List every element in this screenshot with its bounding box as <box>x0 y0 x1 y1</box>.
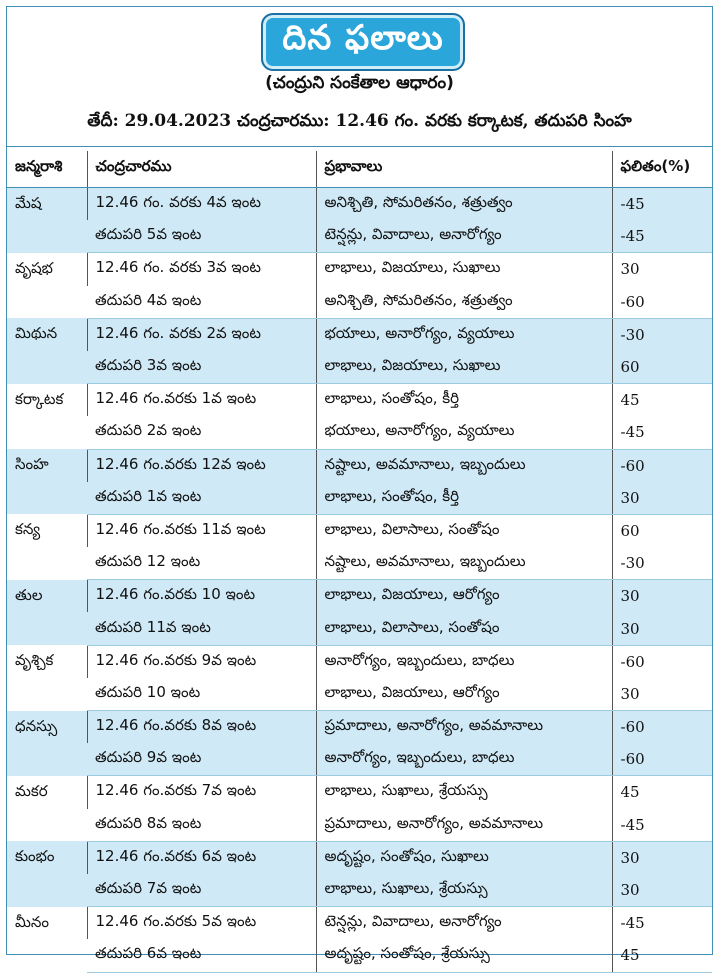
horoscope-table <box>7 151 712 973</box>
moon-transit-cell: 12.46 గం.వరకు 7వ ఇంట <box>87 776 316 809</box>
table-row <box>7 220 712 253</box>
effects-cell: లాభాలు, విజయాలు, సుఖాలు <box>316 351 612 384</box>
zodiac-sign-cell: కుంభం <box>7 841 87 906</box>
effects-cell: భయాలు, అనారోగ్యం, వ్యయాలు <box>316 318 612 351</box>
result-percent-cell: 45 <box>612 384 712 417</box>
table-row <box>7 318 712 351</box>
moon-transit-cell: 12.46 గం.వరకు 11వ ఇంట <box>87 514 316 547</box>
moon-transit-cell: తదుపరి 11వ ఇంట <box>87 612 316 645</box>
moon-transit-cell: 12.46 గం.వరకు 5వ ఇంట <box>87 907 316 940</box>
page-header <box>7 7 712 147</box>
moon-transit-cell: తదుపరి 7వ ఇంట <box>87 874 316 907</box>
column-header-transit: చంద్రచారము <box>87 151 316 188</box>
table-row <box>7 907 712 940</box>
result-percent-cell: -45 <box>612 416 712 449</box>
page-frame <box>6 6 713 965</box>
moon-transit-cell: 12.46 గం.వరకు 1వ ఇంట <box>87 384 316 417</box>
table-row <box>7 514 712 547</box>
effects-cell: లాభాలు, సంతోషం, కీర్తి <box>316 384 612 417</box>
zodiac-sign-cell: కన్య <box>15 520 41 539</box>
zodiac-sign-cell: ధనస్సు <box>7 711 87 776</box>
effects-cell: టెన్షన్లు, వివాదాలు, అనారోగ్యం <box>316 907 612 940</box>
result-percent-cell: 30 <box>612 678 712 711</box>
result-percent-cell: -30 <box>612 547 712 580</box>
effects-cell: లాభాలు, సుఖాలు, శ్రేయస్సు <box>316 776 612 809</box>
effects-cell: లాభాలు, విలాసాలు, సంతోషం <box>316 514 612 547</box>
result-percent-cell: 30 <box>612 482 712 515</box>
moon-transit-cell: 12.46 గం.వరకు 12వ ఇంట <box>87 449 316 482</box>
result-percent-cell: -30 <box>612 318 712 351</box>
moon-transit-cell: 12.46 గం.వరకు 8వ ఇంట <box>87 711 316 744</box>
effects-cell: అదృష్టం, సంతోషం, శ్రేయస్సు <box>316 939 612 972</box>
table-row <box>7 841 712 874</box>
table-row <box>7 776 712 809</box>
effects-cell: లాభాలు, విజయాలు, ఆరోగ్యం <box>316 580 612 613</box>
moon-transit-cell: 12.46 గం.వరకు 6వ ఇంట <box>87 841 316 874</box>
effects-cell: అనిశ్చితి, సోమరితనం, శత్రుత్వం <box>316 188 612 221</box>
zodiac-sign-cell: తుల <box>7 580 87 645</box>
moon-transit-cell: తదుపరి 1వ ఇంట <box>87 482 316 515</box>
title-banner <box>261 13 465 71</box>
zodiac-sign-cell: మేష <box>7 188 87 253</box>
table-row <box>7 711 712 744</box>
zodiac-sign-cell: వృషభ <box>15 258 53 277</box>
table-row <box>7 580 712 613</box>
column-header-sign: జన్మరాశి <box>7 151 87 188</box>
table-row <box>7 743 712 776</box>
page-subtitle: (చంద్రుని సంకేతాల ఆధారం) <box>265 73 454 93</box>
result-percent-cell: 30 <box>612 580 712 613</box>
result-percent-cell: -45 <box>612 907 712 940</box>
date-line: తేదీ: 29.04.2023 చంద్రచారము: 12.46 గం. వరకు కర్కాటక, తదుపరి సింహ <box>87 111 632 131</box>
zodiac-sign-cell: మిథున <box>7 318 87 383</box>
result-percent-cell: -45 <box>612 809 712 842</box>
zodiac-sign-cell: సింహ <box>7 449 87 514</box>
effects-cell: లాభాలు, విలాసాలు, సంతోషం <box>316 612 612 645</box>
moon-transit-cell: 12.46 గం. వరకు 2వ ఇంట <box>87 318 316 351</box>
table-row <box>7 547 712 580</box>
effects-cell: ప్రమాదాలు, అనారోగ్యం, అవమానాలు <box>316 711 612 744</box>
moon-transit-cell: 12.46 గం.వరకు 10 ఇంట <box>87 580 316 613</box>
moon-transit-cell: తదుపరి 12 ఇంట <box>87 547 316 580</box>
effects-cell: లాభాలు, సంతోషం, కీర్తి <box>316 482 612 515</box>
moon-transit-cell: తదుపరి 10 ఇంట <box>87 678 316 711</box>
effects-cell: అనారోగ్యం, ఇబ్బందులు, బాధలు <box>316 743 612 776</box>
effects-cell: ప్రమాదాలు, అనారోగ్యం, అవమానాలు <box>316 809 612 842</box>
table-header-row <box>7 151 712 188</box>
table-row <box>7 286 712 319</box>
zodiac-sign-cell: కర్కాటక <box>15 389 64 408</box>
table-row <box>7 482 712 515</box>
effects-cell: అదృష్టం, సంతోషం, సుఖాలు <box>316 841 612 874</box>
page-title: దిన ఫలాలు <box>282 18 444 58</box>
table-row <box>7 678 712 711</box>
zodiac-sign-cell: మకర <box>15 781 48 800</box>
result-percent-cell: 30 <box>612 841 712 874</box>
table-row <box>7 188 712 221</box>
result-percent-cell: -60 <box>612 743 712 776</box>
column-header-effects: ప్రభావాలు <box>316 151 612 188</box>
moon-transit-cell: తదుపరి 4వ ఇంట <box>87 286 316 319</box>
table-row <box>7 939 712 972</box>
effects-cell: టెన్షన్లు, వివాదాలు, అనారోగ్యం <box>316 220 612 253</box>
table-row <box>7 809 712 842</box>
table-row <box>7 449 712 482</box>
result-percent-cell: 60 <box>612 351 712 384</box>
moon-transit-cell: 12.46 గం.వరకు 9వ ఇంట <box>87 645 316 678</box>
column-header-result: ఫలితం(%) <box>612 151 712 188</box>
zodiac-sign-cell: మీనం <box>15 912 50 931</box>
effects-cell: నష్టాలు, అవమానాలు, ఇబ్బందులు <box>316 547 612 580</box>
zodiac-sign-cell: వృశ్చిక <box>15 651 54 670</box>
effects-cell: భయాలు, అనారోగ్యం, వ్యయాలు <box>316 416 612 449</box>
effects-cell: లాభాలు, విజయాలు, ఆరోగ్యం <box>316 678 612 711</box>
effects-cell: లాభాలు, సుఖాలు, శ్రేయస్సు <box>316 874 612 907</box>
table-row <box>7 645 712 678</box>
result-percent-cell: -60 <box>612 449 712 482</box>
result-percent-cell: 45 <box>612 939 712 972</box>
result-percent-cell: -60 <box>612 711 712 744</box>
moon-transit-cell: 12.46 గం. వరకు 3వ ఇంట <box>87 253 316 286</box>
result-percent-cell: 30 <box>612 874 712 907</box>
result-percent-cell: -45 <box>612 220 712 253</box>
moon-transit-cell: తదుపరి 3వ ఇంట <box>87 351 316 384</box>
result-percent-cell: -45 <box>612 188 712 221</box>
table-row <box>7 416 712 449</box>
result-percent-cell: -60 <box>612 645 712 678</box>
effects-cell: అనిశ్చితి, సోమరితనం, శత్రుత్వం <box>316 286 612 319</box>
effects-cell: అనారోగ్యం, ఇబ్బందులు, బాధలు <box>316 645 612 678</box>
moon-transit-cell: తదుపరి 6వ ఇంట <box>87 939 316 972</box>
moon-transit-cell: తదుపరి 9వ ఇంట <box>87 743 316 776</box>
moon-transit-cell: తదుపరి 8వ ఇంట <box>87 809 316 842</box>
effects-cell: నష్టాలు, అవమానాలు, ఇబ్బందులు <box>316 449 612 482</box>
moon-transit-cell: తదుపరి 5వ ఇంట <box>87 220 316 253</box>
table-row <box>7 874 712 907</box>
result-percent-cell: 60 <box>612 514 712 547</box>
table-row <box>7 351 712 384</box>
table-body <box>7 188 712 973</box>
moon-transit-cell: 12.46 గం. వరకు 4వ ఇంట <box>87 188 316 221</box>
table-row <box>7 253 712 286</box>
result-percent-cell: -60 <box>612 286 712 319</box>
table-row <box>7 384 712 417</box>
result-percent-cell: 30 <box>612 612 712 645</box>
result-percent-cell: 45 <box>612 776 712 809</box>
effects-cell: లాభాలు, విజయాలు, సుఖాలు <box>316 253 612 286</box>
table-row <box>7 612 712 645</box>
header-divider <box>7 146 712 147</box>
moon-transit-cell: తదుపరి 2వ ఇంట <box>87 416 316 449</box>
result-percent-cell: 30 <box>612 253 712 286</box>
